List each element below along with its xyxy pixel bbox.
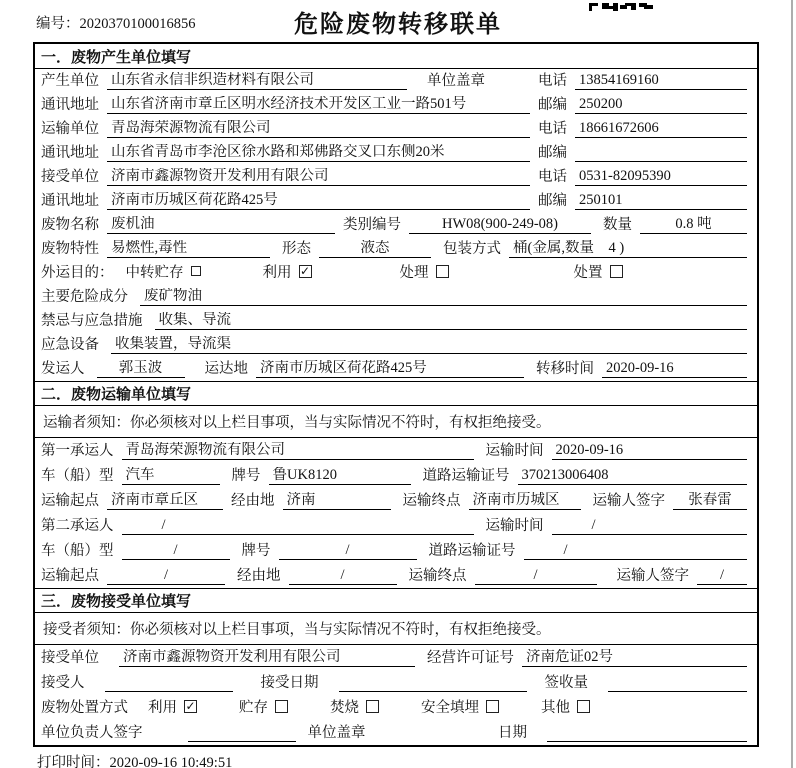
receiver-person-label: 接受人 xyxy=(41,675,85,691)
permit-label: 经营许可证号 xyxy=(427,650,514,666)
carrier-sign-field: 张春雷 xyxy=(673,492,747,510)
receiver-label: 接受单位 xyxy=(41,169,99,185)
signed-amount-field xyxy=(608,691,747,692)
hazard-row xyxy=(35,285,757,309)
via-field: 济南 xyxy=(283,492,391,510)
purpose-option-dispose xyxy=(574,261,623,282)
permit-field: 济南危证02号 xyxy=(522,649,747,667)
road-license-label: 道路运输证号 xyxy=(422,468,510,484)
phone-field: 0531-82095390 xyxy=(575,168,747,186)
section-transporter xyxy=(35,381,757,588)
transporter-field: 青岛海荣源物流有限公司 xyxy=(107,120,530,138)
route1-row xyxy=(35,488,757,513)
section3-header: 三．废物接受单位填写 xyxy=(35,588,757,613)
option-label: 其他 xyxy=(541,700,570,716)
receive-date-label: 接受日期 xyxy=(260,675,319,691)
terminus-field: / xyxy=(475,567,597,585)
receiver-address-row xyxy=(35,189,757,213)
zip-label: 邮编 xyxy=(538,97,567,113)
equipment-row xyxy=(35,333,757,357)
purpose-option-treat xyxy=(400,261,449,282)
option-label: 处置 xyxy=(573,265,603,281)
road-license-label: 道路运输证号 xyxy=(428,543,516,559)
transfer-time-label: 转移时间 xyxy=(536,361,594,377)
producer-row xyxy=(35,69,757,93)
phone-field: 13854169160 xyxy=(575,72,747,90)
purpose-label: 外运目的： xyxy=(41,265,114,281)
vehicle-type-field: 汽车 xyxy=(122,467,220,485)
hazard-label: 主要危险成分 xyxy=(41,289,128,305)
responsible-sign-field xyxy=(188,741,296,742)
checkbox-checked-icon: ✓ xyxy=(299,263,311,278)
origin-field: 济南市章丘区 xyxy=(107,492,223,510)
responsible-sign-row xyxy=(35,720,757,745)
via-label: 经由地 xyxy=(237,568,281,584)
qr-code-fragment-icon xyxy=(589,0,653,17)
option-label: 安全填埋 xyxy=(421,700,479,716)
address-field: 山东省济南市章丘区明水经济技术开发区工业一路501号 xyxy=(107,96,530,114)
option-label: 贮存 xyxy=(239,700,268,716)
packing-label: 包装方式 xyxy=(443,241,501,257)
producer-field: 山东省永信非织造材料有限公司 xyxy=(107,72,407,90)
traits-label: 废物特性 xyxy=(41,241,99,257)
manifest-table xyxy=(33,42,759,747)
doc-number-label: 编号： xyxy=(36,16,80,32)
vehicle-type-label: 车（船）型 xyxy=(41,468,114,484)
quantity-label: 数量 xyxy=(603,217,632,233)
zip-field: 250200 xyxy=(575,96,747,114)
disposal-method-row xyxy=(35,695,757,720)
address-field: 济南市历城区荷花路425号 xyxy=(107,192,530,210)
option-label: 利用 xyxy=(148,700,177,716)
plate-label: 牌号 xyxy=(241,543,271,559)
taboo-row xyxy=(35,309,757,333)
phone-label: 电话 xyxy=(538,121,567,137)
receiver-field: 济南市鑫源物资开发利用有限公司 xyxy=(107,168,530,186)
doc-number-value: 2020370100016856 xyxy=(79,16,196,32)
print-time xyxy=(37,751,232,768)
section-receiver xyxy=(35,588,757,745)
form-field: 液态 xyxy=(319,240,431,258)
phone-field: 18661672606 xyxy=(575,120,747,138)
option-label: 处理 xyxy=(399,265,429,281)
hazard-field: 废矿物油 xyxy=(140,288,747,306)
traits-field: 易燃性,毒性 xyxy=(107,240,270,258)
section1-header: 一．废物产生单位填写 xyxy=(35,44,757,69)
category-field: HW08(900-249-08) xyxy=(409,216,591,234)
zip-label: 邮编 xyxy=(538,145,567,161)
producer-label: 产生单位 xyxy=(41,73,99,89)
option-label: 利用 xyxy=(262,265,292,281)
origin-field: / xyxy=(107,567,225,585)
disposal-option-use xyxy=(148,696,197,717)
transporter-notice: 运输者须知：你必须核对以上栏目事项，当与实际情况不符时，有权拒绝接受。 xyxy=(35,406,757,438)
taboo-field: 收集、导流 xyxy=(155,312,748,330)
terminus-label: 运输终点 xyxy=(408,568,467,584)
form-label: 形态 xyxy=(282,241,311,257)
waste-name-row xyxy=(35,213,757,237)
transport-time-label: 运输时间 xyxy=(485,443,544,459)
purpose-row xyxy=(35,261,757,285)
via-label: 经由地 xyxy=(231,493,275,509)
print-time-value: 2020-09-16 10:49:51 xyxy=(109,755,233,768)
sender-field: 郭玉波 xyxy=(97,360,185,378)
checkbox-unchecked-icon xyxy=(191,266,201,276)
transporter-row xyxy=(35,117,757,141)
address-label: 通讯地址 xyxy=(41,193,99,209)
disposal-option-store xyxy=(239,696,288,717)
equipment-label: 应急设备 xyxy=(41,337,99,353)
vehicle-type-label: 车（船）型 xyxy=(41,543,114,559)
carrier2-field: / xyxy=(122,517,474,535)
carrier-sign-label: 运输人签字 xyxy=(616,568,689,584)
waste-name-label: 废物名称 xyxy=(41,217,99,233)
section2-header: 二．废物运输单位填写 xyxy=(35,381,757,406)
terminus-label: 运输终点 xyxy=(402,493,461,509)
checkbox-unchecked-icon xyxy=(486,700,499,713)
receiver-notice: 接受者须知：你必须核对以上栏目事项，当与实际情况不符时，有权拒绝接受。 xyxy=(35,613,757,645)
responsible-sign-label: 单位负责人签字 xyxy=(41,725,143,741)
sender-label: 发运人 xyxy=(41,361,85,377)
purpose-option-transfer xyxy=(126,261,201,282)
carrier1-row xyxy=(35,438,757,463)
seal-label: 单位盖章 xyxy=(427,73,485,89)
address-field: 山东省青岛市李沧区徐水路和郑佛路交叉口东侧20米 xyxy=(107,144,530,162)
plate-label: 牌号 xyxy=(231,468,261,484)
disposal-method-label: 废物处置方式 xyxy=(41,700,128,716)
transport-time-field: 2020-09-16 xyxy=(552,442,748,460)
carrier2-row xyxy=(35,513,757,538)
destination-field: 济南市历城区荷花路425号 xyxy=(256,360,524,378)
checkbox-unchecked-icon xyxy=(610,265,623,278)
route2-row xyxy=(35,563,757,588)
vehicle-type-field: / xyxy=(122,542,230,560)
waste-traits-row xyxy=(35,237,757,261)
category-label: 类别编号 xyxy=(343,217,401,233)
carrier-sign-label: 运输人签字 xyxy=(592,493,665,509)
origin-label: 运输起点 xyxy=(41,568,99,584)
via-field: / xyxy=(289,567,397,585)
carrier-sign-field: / xyxy=(697,567,747,585)
destination-label: 运达地 xyxy=(204,361,248,377)
sender-row xyxy=(35,357,757,381)
terminus-field: 济南市历城区 xyxy=(469,492,581,510)
carrier1-field: 青岛海荣源物流有限公司 xyxy=(122,442,474,460)
checkbox-unchecked-icon xyxy=(366,700,379,713)
checkbox-checked-icon: ✓ xyxy=(185,698,196,713)
road-license-field: / xyxy=(524,542,748,560)
taboo-label: 禁忌与应急措施 xyxy=(41,313,143,329)
carrier1-label: 第一承运人 xyxy=(41,443,114,459)
page-edge-divider xyxy=(791,0,793,768)
signed-amount-label: 签收量 xyxy=(544,675,588,691)
date-field xyxy=(547,741,747,742)
option-label: 中转贮存 xyxy=(125,265,184,281)
phone-label: 电话 xyxy=(538,73,567,89)
receiver-person-field xyxy=(105,691,233,692)
quantity-field: 0.8 吨 xyxy=(640,216,747,234)
zip-field: 250101 xyxy=(575,192,747,210)
carrier2-label: 第二承运人 xyxy=(41,518,114,534)
section-producer xyxy=(35,44,757,381)
vehicle2-row xyxy=(35,538,757,563)
vehicle1-row xyxy=(35,463,757,488)
checkbox-unchecked-icon xyxy=(436,265,449,278)
plate-field: 鲁UK8120 xyxy=(269,467,411,485)
receiving-person-row xyxy=(35,670,757,695)
address-label: 通讯地址 xyxy=(41,97,99,113)
page-title: 危险废物转移联单 xyxy=(294,11,502,38)
disposal-option-landfill xyxy=(421,696,499,717)
phone-label: 电话 xyxy=(538,169,567,185)
road-license-field: 370213006408 xyxy=(518,467,748,485)
unit-seal-label: 单位盖章 xyxy=(307,725,366,741)
receiving-unit-label: 接受单位 xyxy=(41,650,99,666)
waste-name-field: 废机油 xyxy=(107,216,335,234)
disposal-option-other xyxy=(541,696,590,717)
date-label: 日期 xyxy=(498,725,527,741)
zip-label: 邮编 xyxy=(538,193,567,209)
producer-address-row xyxy=(35,93,757,117)
disposal-option-burn xyxy=(330,696,379,717)
plate-field: / xyxy=(279,542,417,560)
origin-label: 运输起点 xyxy=(41,493,99,509)
print-time-label: 打印时间： xyxy=(37,755,110,768)
address-label: 通讯地址 xyxy=(41,145,99,161)
purpose-option-use xyxy=(263,261,312,282)
option-label: 焚烧 xyxy=(330,700,359,716)
equipment-field: 收集装置，导流渠 xyxy=(111,336,747,354)
transporter-address-row xyxy=(35,141,757,165)
receiving-unit-row xyxy=(35,645,757,670)
receiving-unit-field: 济南市鑫源物资开发利用有限公司 xyxy=(119,649,415,667)
checkbox-unchecked-icon xyxy=(577,700,590,713)
receiver-row xyxy=(35,165,757,189)
transporter-label: 运输单位 xyxy=(41,121,99,137)
packing-field: 桶(金属,数量 4 ) xyxy=(509,240,747,258)
transfer-time-field: 2020-09-16 xyxy=(602,360,747,378)
transport-time-field: / xyxy=(552,517,748,535)
checkbox-unchecked-icon xyxy=(275,700,288,713)
zip-field xyxy=(575,161,747,162)
transport-time-label: 运输时间 xyxy=(485,518,544,534)
receive-date-field xyxy=(339,691,527,692)
